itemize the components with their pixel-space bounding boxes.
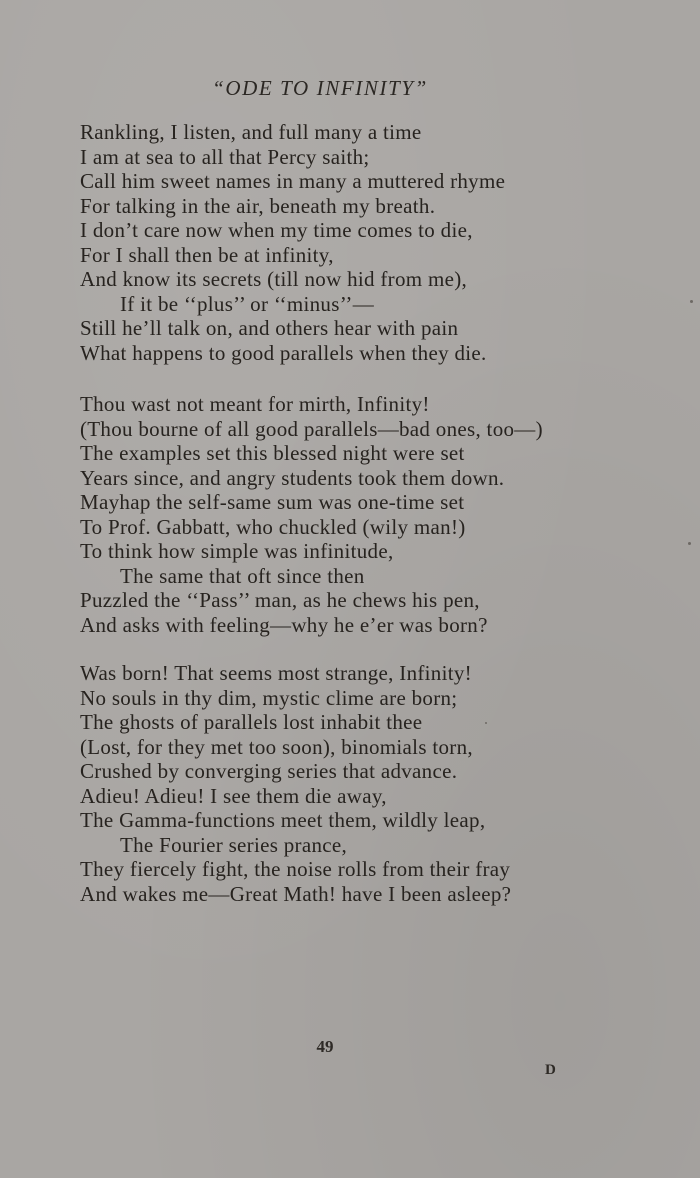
poem-line: Call him sweet names in many a muttered rhyme — [80, 169, 506, 193]
poem-line: And asks with feeling—why he e’er was born? — [80, 612, 488, 637]
poem-line: Crushed by converging series that advance. — [80, 759, 458, 783]
poem-line: No souls in thy dim, mystic clime are born; — [80, 685, 458, 710]
poem-line: For talking in the air, beneath my breath. — [80, 193, 436, 218]
poem-line: I am at sea to all that Percy saith; — [80, 144, 370, 169]
poem-line: The same that oft since then — [120, 563, 365, 588]
poem-line: I don’t care now when my time comes to die, — [80, 218, 473, 242]
poem-line: Years since, and angry students took them down. — [80, 465, 505, 490]
signature-mark: D — [545, 1062, 556, 1078]
poem-line: To think how simple was infinitude, — [80, 539, 394, 563]
stanza-2 — [80, 392, 580, 637]
poem-line: The ghosts of parallels lost inhabit thee — [80, 710, 423, 734]
poem-line: Was born! That seems most strange, Infinity! — [80, 661, 472, 685]
poem-line: What happens to good parallels when they die. — [80, 340, 487, 365]
poem-line: Still he’ll talk on, and others hear with pain — [80, 316, 459, 340]
poem-line: Thou wast not meant for mirth, Infinity! — [80, 392, 430, 416]
poem-line: The Fourier series prance, — [120, 832, 348, 857]
paper-speck — [688, 542, 691, 545]
poem-line: If it be ‘‘plus’’ or ‘‘minus’’— — [120, 291, 375, 316]
poem-line: To Prof. Gabbatt, who chuckled (wily man!) — [80, 514, 466, 539]
poem-line: And wakes me—Great Math! have I been asleep? — [80, 881, 512, 906]
poem-line: (Lost, for they met too soon), binomials torn, — [80, 734, 473, 759]
page-number: 49 — [316, 1037, 334, 1056]
poem-line: Rankling, I listen, and full many a time — [80, 120, 422, 144]
poem-line: Adieu! Adieu! I see them die away, — [80, 783, 387, 808]
poem-line: (Thou bourne of all good parallels—bad ones, too—) — [80, 416, 543, 441]
poem-line: Mayhap the self-same sum was one-time set — [80, 490, 465, 514]
poem-line: And know its secrets (till now hid from me), — [80, 267, 468, 291]
stanza-1 — [80, 120, 580, 365]
paper-speck — [485, 722, 487, 724]
poem-line: The Gamma-functions meet them, wildly leap, — [80, 808, 486, 832]
stanza-3 — [80, 661, 580, 906]
paper-speck — [690, 300, 693, 303]
poem-line: The examples set this blessed night were set — [80, 441, 465, 465]
poem-line: For I shall then be at infinity, — [80, 242, 334, 267]
poem-line: They fiercely fight, the noise rolls from their fray — [80, 857, 511, 881]
poem-title: “ODE TO INFINITY” — [212, 76, 428, 100]
poem-line: Puzzled the ‘‘Pass’’ man, as he chews his pen, — [80, 588, 480, 612]
